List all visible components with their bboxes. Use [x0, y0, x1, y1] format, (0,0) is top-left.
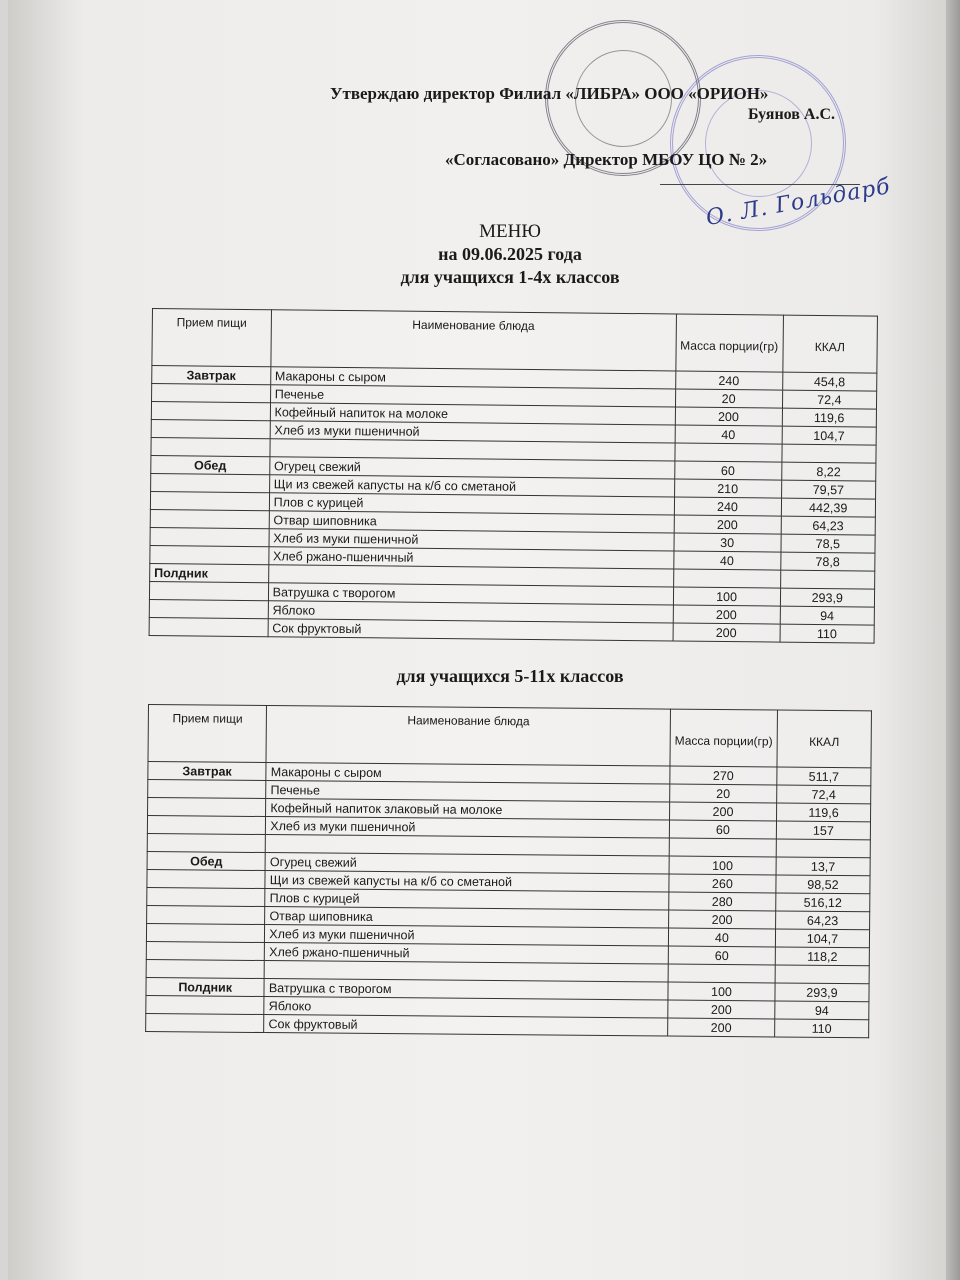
dish-name: Хлеб из муки пшеничной [270, 421, 675, 443]
dish-kcal: 118,2 [775, 947, 869, 966]
meal-label-snack: Полдник [146, 977, 264, 996]
column-header-meal: Прием пищи [148, 705, 267, 763]
dish-name: Отвар шиповника [265, 907, 669, 929]
approver-name: Буянов А.С. [748, 106, 836, 123]
dish-kcal: 72,4 [777, 785, 871, 804]
dish-name: Сок фруктовый [264, 1015, 668, 1037]
dish-mass: 200 [673, 623, 780, 642]
column-header-mass: Масса порции(гр) [675, 314, 783, 372]
dish-mass: 240 [674, 497, 781, 516]
dish-kcal: 78,5 [781, 534, 876, 553]
column-header-dish: Наименование блюда [266, 706, 670, 767]
dish-mass: 260 [669, 874, 776, 893]
dish-mass: 60 [668, 946, 775, 965]
dish-kcal: 78,8 [780, 552, 875, 571]
dish-mass: 100 [668, 982, 775, 1001]
dish-mass: 200 [669, 802, 776, 821]
dish-kcal: 8,22 [781, 462, 876, 481]
column-header-kcal: ККАЛ [777, 710, 872, 768]
dish-name: Хлеб ржано-пшеничный [265, 943, 669, 965]
dish-name: Яблоко [264, 997, 668, 1019]
dish-name: Плов с курицей [269, 493, 674, 515]
agreement-line: «Согласовано» Директор МБОУ ЦО № 2» [445, 150, 768, 169]
meal-label-lunch: Обед [147, 851, 265, 870]
dish-name: Ватрушка с творогом [264, 979, 668, 1001]
dish-kcal: 442,39 [781, 498, 876, 517]
approval-line: Утверждаю директор Филиал «ЛИБРА» ООО «ОРИОН» [330, 84, 769, 103]
menu-date: на 09.06.2025 года [438, 244, 582, 264]
dish-kcal: 104,7 [782, 426, 877, 445]
dish-mass: 40 [668, 928, 775, 947]
meal-label-lunch: Обед [151, 455, 270, 474]
dish-mass: 210 [674, 479, 781, 498]
dish-name: Кофейный напиток злаковый на молоке [266, 799, 670, 821]
group1-heading: для учащихся 1-4х классов [400, 267, 620, 287]
dish-name: Огурец свежий [269, 457, 674, 479]
dish-kcal: 104,7 [775, 929, 869, 948]
dish-kcal: 64,23 [781, 516, 876, 535]
dish-kcal: 110 [775, 1019, 869, 1038]
dish-kcal: 13,7 [776, 857, 870, 876]
dish-name: Хлеб из муки пшеничной [265, 925, 669, 947]
dish-kcal: 98,52 [776, 875, 870, 894]
dish-name: Огурец свежий [265, 853, 669, 875]
dish-mass: 200 [675, 407, 782, 426]
dish-kcal: 511,7 [777, 767, 871, 786]
dish-kcal: 110 [780, 624, 875, 643]
dish-kcal: 119,6 [776, 803, 870, 822]
menu-table-grades-1-4 [149, 308, 878, 644]
dish-mass: 30 [674, 533, 781, 552]
dish-mass: 20 [675, 389, 782, 408]
column-header-kcal: ККАЛ [782, 315, 877, 373]
dish-mass: 20 [670, 784, 777, 803]
dish-mass: 100 [669, 856, 776, 875]
dish-kcal: 72,4 [782, 390, 877, 409]
meal-label-breakfast: Завтрак [148, 762, 266, 781]
dish-mass: 200 [668, 1000, 775, 1019]
dish-mass: 200 [669, 910, 776, 929]
dish-mass: 60 [669, 820, 776, 839]
dish-name: Печенье [266, 781, 670, 803]
dish-kcal: 119,6 [782, 408, 877, 427]
dish-kcal: 157 [776, 821, 870, 840]
dish-mass: 200 [668, 1018, 775, 1037]
table-header-row [148, 705, 871, 768]
table-header-row [152, 309, 878, 374]
meal-label-breakfast: Завтрак [152, 366, 271, 385]
column-header-meal: Прием пищи [152, 309, 271, 367]
dish-kcal: 454,8 [782, 372, 877, 391]
menu-heading: МЕНЮ [479, 221, 541, 242]
dish-kcal: 293,9 [775, 983, 869, 1002]
dish-mass: 100 [673, 587, 780, 606]
column-header-mass: Масса порции(гр) [670, 709, 777, 767]
dish-name: Хлеб ржано-пшеничный [268, 547, 673, 569]
dish-name: Сок фруктовый [268, 619, 673, 641]
dish-name: Яблоко [268, 601, 673, 623]
page-edge [946, 0, 960, 1280]
handwritten-signature: О. Л. Гольдарб [704, 173, 893, 232]
dish-name: Макароны с сыром [266, 763, 670, 785]
dish-kcal: 94 [775, 1001, 869, 1020]
dish-name: Кофейный напиток на молоке [270, 403, 675, 425]
dish-name: Хлеб из муки пшеничной [269, 529, 674, 551]
document-title [300, 220, 720, 289]
column-header-dish: Наименование блюда [271, 310, 676, 371]
menu-table-grades-5-11 [145, 704, 872, 1038]
dish-mass: 280 [669, 892, 776, 911]
dish-mass: 60 [674, 461, 781, 480]
dish-mass: 40 [675, 425, 782, 444]
dish-name: Отвар шиповника [269, 511, 674, 533]
dish-name: Печенье [270, 385, 675, 407]
dish-name: Хлеб из муки пшеничной [266, 817, 670, 839]
dish-name: Плов с курицей [265, 889, 669, 911]
group2-heading: для учащихся 5-11х классов [396, 666, 624, 686]
dish-name: Щи из свежей капусты на к/б со сметаной [265, 871, 669, 893]
dish-kcal: 293,9 [780, 588, 875, 607]
dish-mass: 200 [673, 605, 780, 624]
dish-name: Макароны с сыром [270, 367, 675, 389]
dish-mass: 200 [674, 515, 781, 534]
dish-kcal: 79,57 [781, 480, 876, 499]
dish-mass: 40 [673, 551, 780, 570]
dish-kcal: 94 [780, 606, 875, 625]
dish-name: Щи из свежей капусты на к/б со сметаной [269, 475, 674, 497]
dish-kcal: 64,23 [775, 911, 869, 930]
dish-name: Ватрушка с творогом [268, 583, 673, 605]
dish-kcal: 516,12 [776, 893, 870, 912]
dish-mass: 270 [670, 766, 777, 785]
meal-label-snack: Полдник [150, 563, 269, 582]
dish-mass: 240 [675, 371, 782, 390]
